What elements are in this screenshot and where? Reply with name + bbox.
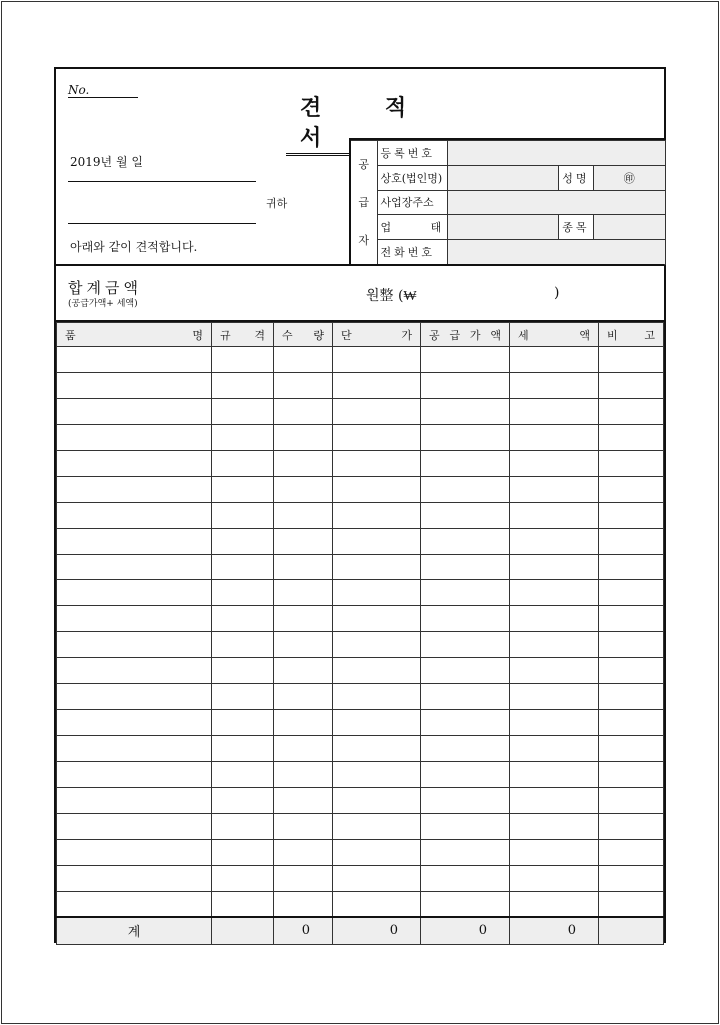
cell-spec[interactable] [212, 347, 274, 373]
total-amount-label: 합계금액 [68, 279, 142, 297]
cell-tax[interactable] [510, 580, 599, 606]
cell-remarks[interactable] [599, 554, 664, 580]
quote-note: 아래와 같이 견적합니다. [70, 240, 198, 254]
supplier-side-label: 공 급 자 [351, 141, 377, 265]
phone-field[interactable] [448, 240, 666, 265]
cell-quantity[interactable] [274, 502, 333, 528]
page-title: 견 적 서 [286, 93, 448, 156]
cell-spec[interactable] [212, 424, 274, 450]
cell-unit-price[interactable] [333, 424, 421, 450]
cell-remarks[interactable] [599, 865, 664, 891]
company-name-field[interactable] [448, 165, 559, 190]
cell-remarks[interactable] [599, 710, 664, 736]
cell-supply-amount[interactable] [421, 684, 510, 710]
header-supply-amount [421, 323, 510, 347]
cell-tax[interactable] [510, 372, 599, 398]
total-spec [212, 917, 274, 944]
table-row [57, 580, 664, 606]
cell-unit-price[interactable] [333, 736, 421, 762]
table-row [57, 372, 664, 398]
cell-quantity[interactable] [274, 372, 333, 398]
cell-item-name[interactable] [57, 554, 212, 580]
cell-item-name[interactable] [57, 710, 212, 736]
cell-unit-price[interactable] [333, 347, 421, 373]
cell-supply-amount[interactable] [421, 372, 510, 398]
table-row [57, 710, 664, 736]
supplier-table [349, 138, 666, 265]
cell-quantity[interactable] [274, 684, 333, 710]
reg-number-label: 등록번호 [377, 141, 448, 166]
header-char: 품 [65, 328, 76, 342]
total-quantity: 0 [274, 917, 333, 944]
cell-remarks[interactable] [599, 606, 664, 632]
total-supply-amount: 0 [421, 917, 510, 944]
header-remarks [599, 323, 664, 347]
business-item-label: 종목 [559, 215, 593, 240]
cell-unit-price[interactable] [333, 865, 421, 891]
header-char: 고 [644, 328, 655, 342]
cell-remarks[interactable] [599, 632, 664, 658]
table-row [57, 502, 664, 528]
cell-spec[interactable] [212, 372, 274, 398]
total-remarks [599, 917, 664, 944]
cell-tax[interactable] [510, 787, 599, 813]
cell-tax[interactable] [510, 762, 599, 788]
cell-spec[interactable] [212, 684, 274, 710]
cell-spec[interactable] [212, 710, 274, 736]
cell-remarks[interactable] [599, 839, 664, 865]
cell-spec[interactable] [212, 606, 274, 632]
business-type-label: 업 태 [377, 215, 448, 240]
cell-remarks[interactable] [599, 398, 664, 424]
cell-item-name[interactable] [57, 684, 212, 710]
cell-quantity[interactable] [274, 347, 333, 373]
cell-supply-amount[interactable] [421, 658, 510, 684]
table-row [57, 658, 664, 684]
total-amount-prefix[interactable]: 원整 (₩ [366, 288, 417, 304]
cell-item-name[interactable] [57, 580, 212, 606]
cell-remarks[interactable] [599, 372, 664, 398]
header-tax [510, 323, 599, 347]
quotation-form [54, 67, 666, 943]
cell-supply-amount[interactable] [421, 891, 510, 917]
cell-quantity[interactable] [274, 736, 333, 762]
cell-item-name[interactable] [57, 813, 212, 839]
cell-supply-amount[interactable] [421, 424, 510, 450]
table-row [57, 398, 664, 424]
cell-remarks[interactable] [599, 762, 664, 788]
header-char: 비 [607, 328, 618, 342]
cell-remarks[interactable] [599, 528, 664, 554]
cell-supply-amount[interactable] [421, 839, 510, 865]
cell-supply-amount[interactable] [421, 787, 510, 813]
header-char: 급 [449, 328, 461, 342]
document-number[interactable]: No. [68, 83, 138, 98]
cell-item-name[interactable] [57, 839, 212, 865]
cell-tax[interactable] [510, 710, 599, 736]
header-char: 가 [401, 328, 412, 342]
cell-unit-price[interactable] [333, 606, 421, 632]
header-unit-price [333, 323, 421, 347]
cell-item-name[interactable] [57, 528, 212, 554]
cell-quantity[interactable] [274, 865, 333, 891]
rep-name-label: 성명 [559, 165, 593, 190]
total-unit-price: 0 [333, 917, 421, 944]
cell-tax[interactable] [510, 839, 599, 865]
cell-quantity[interactable] [274, 606, 333, 632]
table-row [57, 813, 664, 839]
cell-tax[interactable] [510, 658, 599, 684]
cell-item-name[interactable] [57, 891, 212, 917]
table-row [57, 424, 664, 450]
cell-remarks[interactable] [599, 424, 664, 450]
cell-tax[interactable] [510, 476, 599, 502]
cell-remarks[interactable] [599, 813, 664, 839]
cell-unit-price[interactable] [333, 762, 421, 788]
cell-item-name[interactable] [57, 424, 212, 450]
cell-unit-price[interactable] [333, 891, 421, 917]
rep-name-field[interactable]: ㊞ [593, 165, 665, 190]
cell-supply-amount[interactable] [421, 762, 510, 788]
cell-tax[interactable] [510, 554, 599, 580]
header-char: 가 [469, 328, 481, 342]
cell-spec[interactable] [212, 839, 274, 865]
cell-spec[interactable] [212, 476, 274, 502]
cell-quantity[interactable] [274, 476, 333, 502]
cell-quantity[interactable] [274, 813, 333, 839]
cell-unit-price[interactable] [333, 580, 421, 606]
cell-remarks[interactable] [599, 736, 664, 762]
recipient-suffix: 귀하 [266, 197, 288, 210]
cell-remarks[interactable] [599, 347, 664, 373]
cell-item-name[interactable] [57, 372, 212, 398]
cell-supply-amount[interactable] [421, 632, 510, 658]
table-row [57, 762, 664, 788]
table-row [57, 554, 664, 580]
cell-remarks[interactable] [599, 658, 664, 684]
cell-spec[interactable] [212, 554, 274, 580]
total-label: 계 [57, 917, 212, 944]
company-name-label: 상호(법인명) [377, 165, 448, 190]
header-char: 수 [282, 328, 293, 342]
cell-unit-price[interactable] [333, 450, 421, 476]
table-row [57, 684, 664, 710]
table-row [57, 891, 664, 917]
cell-quantity[interactable] [274, 710, 333, 736]
cell-quantity[interactable] [274, 787, 333, 813]
cell-unit-price[interactable] [333, 372, 421, 398]
cell-spec[interactable] [212, 865, 274, 891]
cell-spec[interactable] [212, 762, 274, 788]
header-quantity [274, 323, 333, 347]
divider [56, 264, 664, 266]
cell-spec[interactable] [212, 736, 274, 762]
cell-item-name[interactable] [57, 606, 212, 632]
cell-item-name[interactable] [57, 476, 212, 502]
cell-unit-price[interactable] [333, 710, 421, 736]
cell-item-name[interactable] [57, 347, 212, 373]
phone-label: 전화번호 [377, 240, 448, 265]
cell-quantity[interactable] [274, 839, 333, 865]
cell-tax[interactable] [510, 347, 599, 373]
cell-tax[interactable] [510, 424, 599, 450]
cell-quantity[interactable] [274, 398, 333, 424]
address-field[interactable] [448, 190, 666, 215]
cell-remarks[interactable] [599, 476, 664, 502]
cell-spec[interactable] [212, 787, 274, 813]
cell-supply-amount[interactable] [421, 865, 510, 891]
header-char: 규 [220, 328, 231, 342]
header-item-name [57, 323, 212, 347]
table-row [57, 606, 664, 632]
header-char: 공 [429, 328, 440, 342]
table-row [57, 736, 664, 762]
header-spec [212, 323, 274, 347]
total-amount-suffix: ) [554, 285, 560, 301]
recipient-line-2[interactable] [68, 223, 256, 224]
cell-supply-amount[interactable] [421, 736, 510, 762]
cell-item-name[interactable] [57, 762, 212, 788]
cell-tax[interactable] [510, 736, 599, 762]
cell-item-name[interactable] [57, 398, 212, 424]
cell-quantity[interactable] [274, 450, 333, 476]
cell-item-name[interactable] [57, 632, 212, 658]
cell-supply-amount[interactable] [421, 554, 510, 580]
table-row [57, 476, 664, 502]
header-char: 량 [313, 328, 324, 342]
cell-tax[interactable] [510, 684, 599, 710]
cell-remarks[interactable] [599, 580, 664, 606]
table-row [57, 632, 664, 658]
cell-item-name[interactable] [57, 658, 212, 684]
cell-spec[interactable] [212, 658, 274, 684]
header-char: 액 [579, 328, 590, 342]
cell-spec[interactable] [212, 398, 274, 424]
cell-spec[interactable] [212, 528, 274, 554]
cell-item-name[interactable] [57, 502, 212, 528]
cell-unit-price[interactable] [333, 398, 421, 424]
cell-supply-amount[interactable] [421, 347, 510, 373]
cell-remarks[interactable] [599, 502, 664, 528]
cell-spec[interactable] [212, 502, 274, 528]
cell-unit-price[interactable] [333, 476, 421, 502]
cell-unit-price[interactable] [333, 813, 421, 839]
cell-spec[interactable] [212, 632, 274, 658]
cell-tax[interactable] [510, 865, 599, 891]
cell-quantity[interactable] [274, 554, 333, 580]
total-tax: 0 [510, 917, 599, 944]
cell-tax[interactable] [510, 398, 599, 424]
cell-tax[interactable] [510, 502, 599, 528]
table-row [57, 839, 664, 865]
cell-remarks[interactable] [599, 450, 664, 476]
total-row [57, 917, 664, 944]
cell-tax[interactable] [510, 450, 599, 476]
cell-supply-amount[interactable] [421, 813, 510, 839]
cell-remarks[interactable] [599, 684, 664, 710]
cell-spec[interactable] [212, 813, 274, 839]
cell-quantity[interactable] [274, 762, 333, 788]
cell-unit-price[interactable] [333, 787, 421, 813]
cell-quantity[interactable] [274, 424, 333, 450]
cell-tax[interactable] [510, 606, 599, 632]
cell-spec[interactable] [212, 580, 274, 606]
cell-unit-price[interactable] [333, 839, 421, 865]
cell-tax[interactable] [510, 528, 599, 554]
cell-quantity[interactable] [274, 891, 333, 917]
recipient-line-1[interactable] [68, 181, 256, 182]
address-label: 사업장주소 [377, 190, 448, 215]
cell-unit-price[interactable] [333, 554, 421, 580]
cell-unit-price[interactable] [333, 502, 421, 528]
cell-supply-amount[interactable] [421, 450, 510, 476]
cell-unit-price[interactable] [333, 528, 421, 554]
total-amount-sublabel: (공급가액+ 세액) [68, 299, 138, 309]
cell-spec[interactable] [212, 450, 274, 476]
cell-supply-amount[interactable] [421, 580, 510, 606]
cell-supply-amount[interactable] [421, 398, 510, 424]
cell-quantity[interactable] [274, 658, 333, 684]
business-item-field[interactable] [593, 215, 665, 240]
cell-remarks[interactable] [599, 891, 664, 917]
cell-quantity[interactable] [274, 528, 333, 554]
header-char: 세 [518, 328, 529, 342]
header-char: 액 [490, 328, 501, 342]
cell-unit-price[interactable] [333, 632, 421, 658]
table-row [57, 528, 664, 554]
business-type-field[interactable] [448, 215, 559, 240]
header-char: 격 [254, 328, 265, 342]
table-row [57, 347, 664, 373]
table-row [57, 450, 664, 476]
cell-quantity[interactable] [274, 632, 333, 658]
reg-number-field[interactable] [448, 141, 666, 166]
cell-item-name[interactable] [57, 787, 212, 813]
cell-unit-price[interactable] [333, 684, 421, 710]
cell-item-name[interactable] [57, 865, 212, 891]
header-char: 명 [192, 328, 203, 342]
cell-supply-amount[interactable] [421, 476, 510, 502]
cell-supply-amount[interactable] [421, 502, 510, 528]
cell-item-name[interactable] [57, 450, 212, 476]
date-field[interactable]: 2019년 월 일 [70, 155, 143, 169]
cell-tax[interactable] [510, 891, 599, 917]
table-row [57, 865, 664, 891]
table-row [57, 787, 664, 813]
header-char: 단 [341, 328, 352, 342]
cell-tax[interactable] [510, 632, 599, 658]
cell-tax[interactable] [510, 813, 599, 839]
cell-remarks[interactable] [599, 787, 664, 813]
cell-unit-price[interactable] [333, 658, 421, 684]
cell-supply-amount[interactable] [421, 528, 510, 554]
cell-quantity[interactable] [274, 580, 333, 606]
cell-item-name[interactable] [57, 736, 212, 762]
cell-spec[interactable] [212, 891, 274, 917]
items-table [56, 320, 664, 945]
cell-supply-amount[interactable] [421, 606, 510, 632]
cell-supply-amount[interactable] [421, 710, 510, 736]
